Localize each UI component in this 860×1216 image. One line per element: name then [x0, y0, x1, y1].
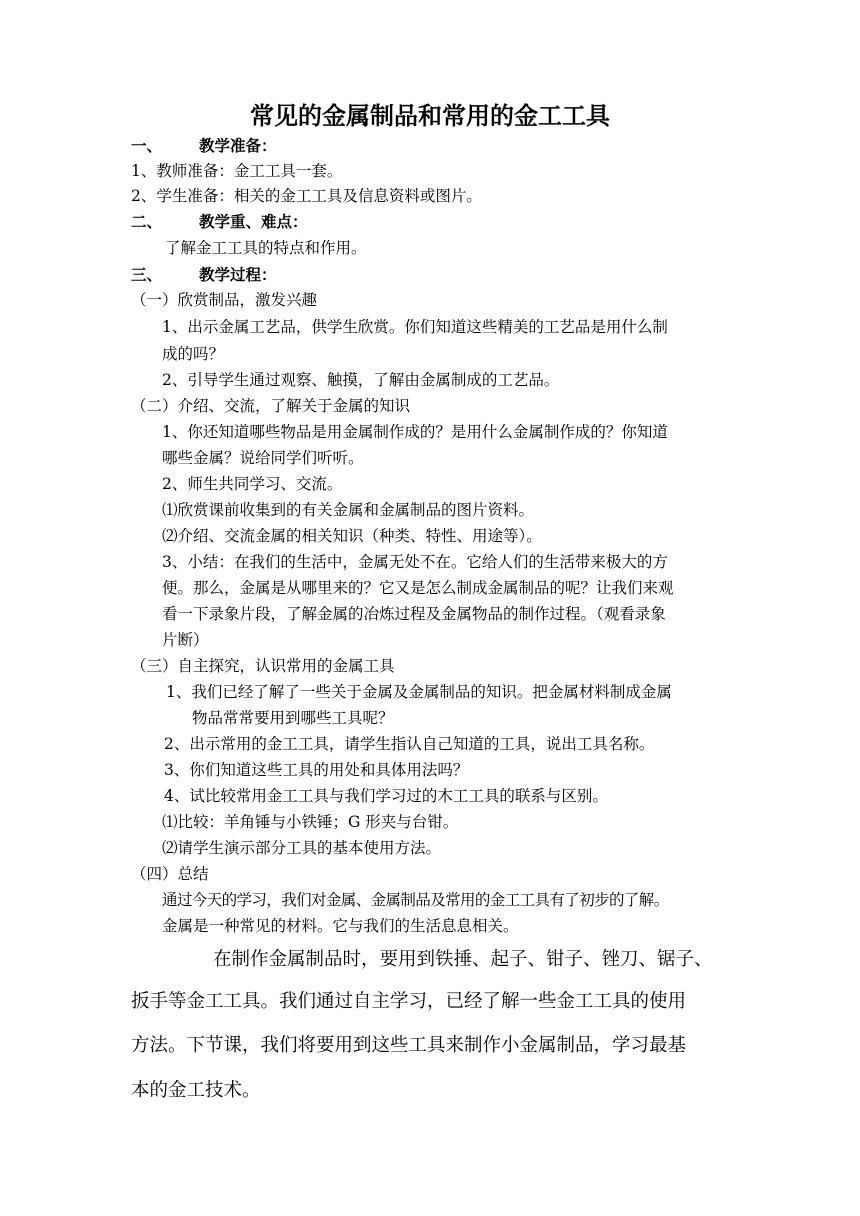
part-2-line-2: 2、师生共同学习、交流。 [162, 475, 343, 493]
part-3-line-5: ⑴比较：羊角锤与小铁锤；G 形夹与台钳。 [162, 813, 459, 831]
part-4-line-1: 通过今天的学习，我们对金属、金属制品及常用的金工工具有了初步的了解。 [162, 891, 669, 909]
closing-line-1: 在制作金属制品时，要用到铁捶、起子、钳子、锉刀、锯子、 [213, 949, 713, 970]
key-points-text: 了解金工工具的特点和作用。 [165, 239, 367, 257]
part-2-summary-2: 便。那么，金属是从哪里来的？它又是怎么制成金属制品的呢？让我们来观 [162, 579, 674, 597]
part-1-heading: （一）欣赏制品，激发兴趣 [131, 291, 318, 309]
prep-teacher: 1、教师准备：金工工具一套。 [131, 162, 343, 180]
section-1-heading [131, 136, 277, 156]
part-4-line-2: 金属是一种常见的材料。它与我们的生活息息相关。 [162, 917, 519, 935]
section-2-number: 二、 [131, 212, 163, 231]
page-title: 常见的金属制品和常用的金工工具 [250, 101, 610, 130]
section-3-heading [131, 265, 277, 285]
part-3-line-3: 3、你们知道这些工具的用处和具体用法吗？ [164, 761, 469, 779]
part-3-line-6: ⑵请学生演示部分工具的基本使用方法。 [162, 839, 442, 857]
part-2-summary-3: 看一下录象片段，了解金属的冶炼过程及金属物品的制作过程。（观看录象 [162, 605, 666, 623]
section-2-heading [131, 212, 308, 232]
section-3-number: 三、 [131, 265, 163, 284]
closing-line-3: 方法。下节课，我们将要用到这些工具来制作小金属制品，学习最基 [131, 1035, 687, 1056]
part-2-line-3: ⑴欣赏课前收集到的有关金属和金属制品的图片资料。 [162, 501, 535, 519]
part-1-line-1: 1、出示金属工艺品，供学生欣赏。你们知道这些精美的工艺品是用什么制 [162, 318, 668, 336]
part-2-line-4: ⑵介绍、交流金属的相关知识（种类、特性、用途等）。 [162, 527, 542, 545]
part-2-line-1b: 哪些金属？说给同学们听听。 [162, 449, 364, 467]
part-2-summary-1: 3、小结：在我们的生活中，金属无处不在。它给人们的生活带来极大的方 [162, 553, 668, 571]
part-2-summary-4: 片断） [162, 631, 209, 649]
part-1-line-1b: 成的吗？ [162, 345, 225, 363]
prep-student: 2、学生准备：相关的金工工具及信息资料或图片。 [131, 187, 482, 205]
part-1-line-2: 2、引导学生通过观察、触摸，了解由金属制成的工艺品。 [162, 371, 560, 389]
section-2-title: 教学重、难点： [199, 212, 308, 231]
part-4-heading: （四）总结 [131, 865, 209, 883]
closing-line-2: 扳手等金工工具。我们通过自主学习，已经了解一些金工工具的使用 [131, 991, 687, 1012]
part-2-line-1: 1、你还知道哪些物品是用金属制作成的？是用什么金属制作成的？你知道 [162, 423, 668, 441]
section-1-title: 教学准备： [199, 136, 277, 155]
part-3-line-1: 1、我们已经了解了一些关于金属及金属制品的知识。把金属材料制成金属 [166, 683, 672, 701]
part-3-line-1b: 物品常常要用到哪些工具呢？ [192, 709, 394, 727]
section-1-number: 一、 [131, 136, 163, 155]
part-2-heading: （二）介绍、交流，了解关于金属的知识 [131, 397, 411, 415]
part-3-heading: （三）自主探究，认识常用的金属工具 [131, 657, 395, 675]
closing-line-4: 本的金工技术。 [131, 1080, 261, 1101]
part-3-line-2: 2、出示常用的金工工具，请学生指认自己知道的工具，说出工具名称。 [164, 735, 655, 753]
section-3-title: 教学过程： [199, 265, 277, 284]
part-3-line-4: 4、试比较常用金工工具与我们学习过的木工工具的联系与区别。 [164, 787, 608, 805]
